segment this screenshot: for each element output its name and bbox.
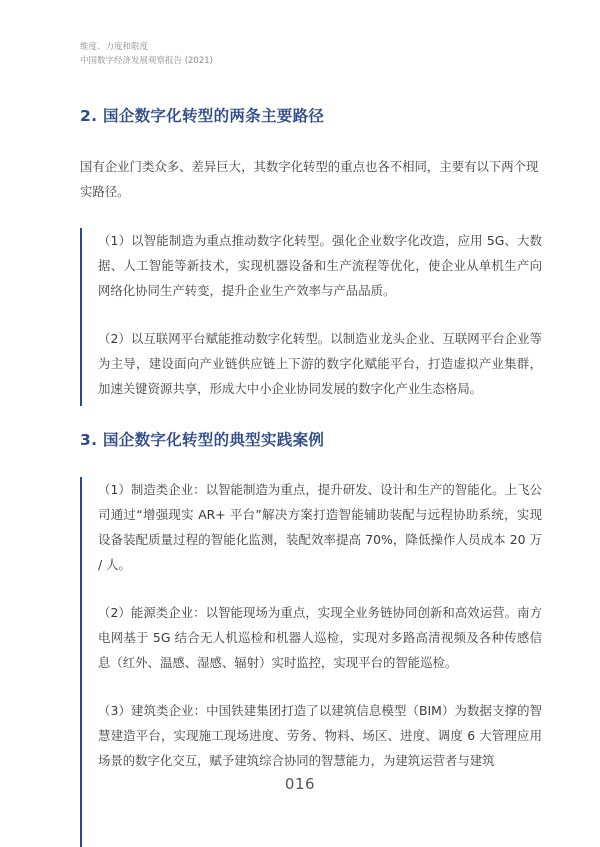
page-number: 016	[284, 775, 316, 793]
section-2-intro: 国有企业门类众多、差异巨大，其数字化转型的重点也各不相同，主要有以下两个现实路径。	[80, 159, 539, 199]
path-item-2: （2）以互联网平台赋能推动数字化转型。以制造业龙头企业、互联网平台企业等为主导，建设面向产业链供应链上下游的数字化赋能平台，打造虚拟产业集群，加速关键资源共享，形成大中小企业协同发展的数字化产业生态格局。	[98, 331, 542, 396]
case-item-energy: （2）能源类企业：以智能现场为重点，实现全业务链协同创新和高效运营。南方电网基于 5G 结合无人机巡检和机器人巡检，实现对多路高清视频及各种传感信息（红外、温感、湿感、辐射）实时监控，实现平台的智能巡检。	[98, 605, 542, 670]
running-header-title: 维度、力度和限度	[80, 42, 149, 52]
section-2-heading: 2. 国企数字化转型的两条主要路径	[80, 107, 325, 125]
path-item-1: （1）以智能制造为重点推动数字化转型。强化企业数字化改造，应用 5G、大数据、人工智能等新技术，实现机器设备和生产流程等优化，使企业从单机生产向网络化协同生产转变，提升企业生产效率与产品品质。	[98, 233, 542, 298]
case-item-construction: （3）建筑类企业：中国铁建集团打造了以建筑信息模型（BIM）为数据支撑的智慧建造平台，实现施工现场进度、劳务、物料、场区、进度、调度 6 大管理应用场景的数字化交互，赋予建筑综合协同的智慧能力，为建筑运营者与建筑	[98, 703, 542, 768]
section-3-heading: 3. 国企数字化转型的典型实践案例	[80, 431, 325, 449]
running-header	[80, 40, 213, 68]
case-item-manufacturing: （1）制造类企业：以智能制造为重点，提升研发、设计和生产的智能化。上飞公司通过“增强现实 AR+ 平台”解决方案打造智能辅助装配与远程协助系统，实现设备装配质量过程的智能化监测，装配效率提高 70%，降低操作人员成本 20 万 / 人。	[98, 482, 542, 572]
section-2-path-list	[80, 228, 542, 406]
running-header-subtitle: 中国数字经济发展观察报告 (2021)	[80, 56, 213, 66]
